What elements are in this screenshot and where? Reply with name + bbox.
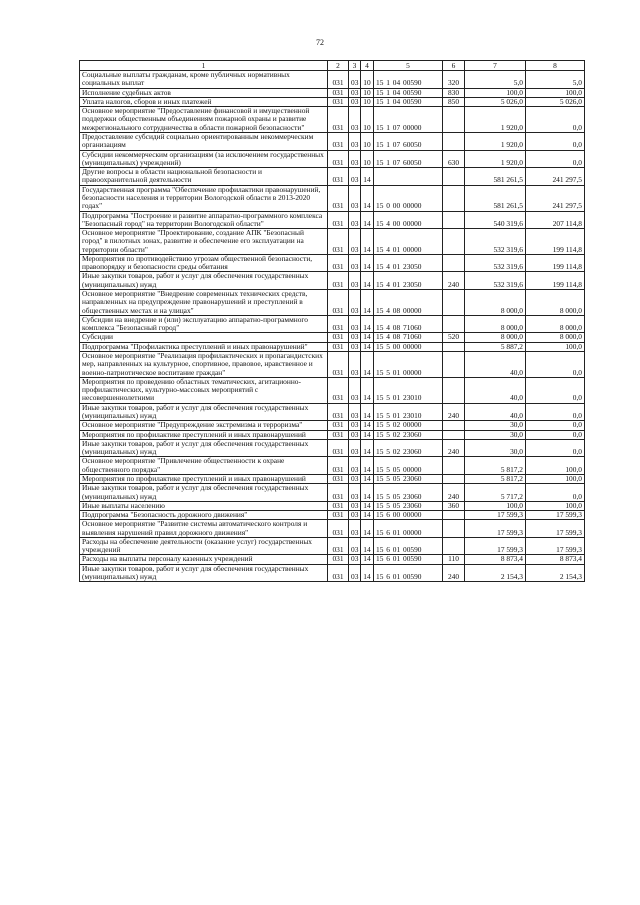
row-name-cell: Иные закупки товаров, работ и услуг для обеспечения государственных (муниципальных) нужд [80, 439, 328, 457]
subsection-code-cell: 14 [361, 439, 374, 457]
column-header: 4 [361, 61, 374, 71]
target-article-cell: 15 6 01 00590 [374, 537, 443, 555]
column-header: 5 [374, 61, 443, 71]
amount-year2-cell: 8 000,0 [526, 333, 585, 342]
expense-type-cell [443, 229, 465, 255]
section-code-cell: 03 [349, 342, 361, 351]
amount-year2-cell: 241 297,5 [526, 168, 585, 186]
row-name-cell: Иные закупки товаров, работ и услуг для обеспечения государственных (муниципальных) нужд [80, 272, 328, 290]
amount-year2-cell: 8 000,0 [526, 290, 585, 316]
subsection-code-cell: 14 [361, 484, 374, 502]
admin-code-cell: 031 [328, 185, 349, 211]
table-row [80, 315, 585, 333]
subsection-code-cell: 10 [361, 71, 374, 89]
subsection-code-cell: 14 [361, 564, 374, 582]
expense-type-cell: 110 [443, 555, 465, 564]
row-name-cell: Субсидии некоммерческим организациям (за исключением государственных (муниципальных) учреждений) [80, 150, 328, 168]
expense-type-cell [443, 185, 465, 211]
row-name-cell: Основное мероприятие "Предупреждение экстремизма и терроризма" [80, 421, 328, 430]
table-row [80, 352, 585, 378]
section-code-cell: 03 [349, 484, 361, 502]
section-code-cell: 03 [349, 97, 361, 106]
amount-year2-cell: 0,0 [526, 484, 585, 502]
column-header: 1 [80, 61, 328, 71]
amount-year2-cell: 0,0 [526, 377, 585, 403]
amount-year1-cell: 5 026,0 [465, 97, 526, 106]
table-row [80, 342, 585, 351]
table-header-row [80, 61, 585, 71]
subsection-code-cell: 14 [361, 430, 374, 439]
table-row [80, 511, 585, 520]
admin-code-cell: 031 [328, 564, 349, 582]
amount-year2-cell: 100,0 [526, 501, 585, 510]
column-header: 2 [328, 61, 349, 71]
row-name-cell: Субсидии [80, 333, 328, 342]
target-article-cell: 15 5 05 23060 [374, 484, 443, 502]
section-code-cell: 03 [349, 352, 361, 378]
amount-year2-cell: 0,0 [526, 439, 585, 457]
row-name-cell: Исполнение судебных актов [80, 88, 328, 97]
admin-code-cell: 031 [328, 501, 349, 510]
table-row [80, 439, 585, 457]
section-code-cell: 03 [349, 537, 361, 555]
expense-type-cell [443, 457, 465, 475]
amount-year2-cell: 241 297,5 [526, 185, 585, 211]
expense-type-cell [443, 168, 465, 186]
table-row [80, 474, 585, 483]
amount-year2-cell: 17 599,3 [526, 520, 585, 538]
row-name-cell: Мероприятия по профилактике преступлений и иных правонарушений [80, 474, 328, 483]
expense-type-cell [443, 342, 465, 351]
subsection-code-cell: 14 [361, 272, 374, 290]
table-row [80, 501, 585, 510]
section-code-cell: 03 [349, 211, 361, 229]
admin-code-cell: 031 [328, 333, 349, 342]
subsection-code-cell: 14 [361, 474, 374, 483]
row-name-cell: Другие вопросы в области национальной безопасности и правоохранительной деятельности [80, 168, 328, 186]
row-name-cell: Иные выплаты населению [80, 501, 328, 510]
target-article-cell: 15 5 01 00000 [374, 352, 443, 378]
table-row [80, 97, 585, 106]
amount-year1-cell: 8 000,0 [465, 315, 526, 333]
expense-type-cell: 320 [443, 71, 465, 89]
row-name-cell: Основное мероприятие "Развитие системы автоматического контроля и выявления нарушений правил дорожного движения" [80, 520, 328, 538]
section-code-cell: 03 [349, 88, 361, 97]
amount-year1-cell: 532 319,6 [465, 229, 526, 255]
target-article-cell [374, 168, 443, 186]
expense-type-cell [443, 352, 465, 378]
expense-type-cell [443, 315, 465, 333]
admin-code-cell: 031 [328, 97, 349, 106]
expense-type-cell: 240 [443, 484, 465, 502]
amount-year1-cell: 5 717,2 [465, 484, 526, 502]
amount-year2-cell: 0,0 [526, 132, 585, 150]
amount-year1-cell: 40,0 [465, 352, 526, 378]
table-row [80, 457, 585, 475]
subsection-code-cell: 14 [361, 352, 374, 378]
table-row [80, 88, 585, 97]
subsection-code-cell: 14 [361, 555, 374, 564]
row-name-cell: Расходы на выплаты персоналу казенных учреждений [80, 555, 328, 564]
subsection-code-cell: 10 [361, 107, 374, 133]
amount-year2-cell: 199 114,8 [526, 229, 585, 255]
amount-year1-cell: 1 920,0 [465, 132, 526, 150]
target-article-cell: 15 6 01 00590 [374, 564, 443, 582]
admin-code-cell: 031 [328, 421, 349, 430]
admin-code-cell: 031 [328, 457, 349, 475]
expense-type-cell: 520 [443, 333, 465, 342]
amount-year2-cell: 199 114,8 [526, 272, 585, 290]
subsection-code-cell: 14 [361, 211, 374, 229]
row-name-cell: Уплата налогов, сборов и иных платежей [80, 97, 328, 106]
admin-code-cell: 031 [328, 254, 349, 272]
section-code-cell: 03 [349, 107, 361, 133]
admin-code-cell: 031 [328, 88, 349, 97]
admin-code-cell: 031 [328, 290, 349, 316]
target-article-cell: 15 4 01 23050 [374, 254, 443, 272]
amount-year2-cell: 17 599,3 [526, 537, 585, 555]
target-article-cell: 15 5 05 23060 [374, 474, 443, 483]
row-name-cell: Подпрограмма "Построение и развитие аппаратно-программного комплекса "Безопасный город" на территории Вологодской области" [80, 211, 328, 229]
amount-year1-cell: 17 599,3 [465, 520, 526, 538]
subsection-code-cell: 14 [361, 537, 374, 555]
section-code-cell: 03 [349, 377, 361, 403]
table-row [80, 484, 585, 502]
expense-type-cell [443, 377, 465, 403]
amount-year2-cell: 207 114,8 [526, 211, 585, 229]
amount-year1-cell: 1 920,0 [465, 107, 526, 133]
row-name-cell: Субсидии на внедрение и (или) эксплуатацию аппаратно-программного комплекса "Безопасный город" [80, 315, 328, 333]
amount-year2-cell: 0,0 [526, 107, 585, 133]
target-article-cell: 15 5 02 23060 [374, 430, 443, 439]
admin-code-cell: 031 [328, 537, 349, 555]
amount-year2-cell: 5,0 [526, 71, 585, 89]
row-name-cell: Основное мероприятие "Проектирование, создание АПК "Безопасный город" в пилотных зонах, развитие и обеспечение его эксплуатации на территории области" [80, 229, 328, 255]
expense-type-cell: 240 [443, 403, 465, 421]
row-name-cell: Мероприятия по противодействию угрозам общественной безопасности, правопорядку и безопасности среды обитания [80, 254, 328, 272]
target-article-cell: 15 5 00 00000 [374, 342, 443, 351]
row-name-cell: Иные закупки товаров, работ и услуг для обеспечения государственных (муниципальных) нужд [80, 484, 328, 502]
row-name-cell: Основное мероприятие "Внедрение современных технических средств, направленных на предупреждение правонарушений и преступлений в общественных местах и на улицах" [80, 290, 328, 316]
target-article-cell: 15 6 01 00000 [374, 520, 443, 538]
target-article-cell: 15 5 02 00000 [374, 421, 443, 430]
admin-code-cell: 031 [328, 511, 349, 520]
expense-type-cell [443, 132, 465, 150]
row-name-cell: Мероприятия по профилактике преступлений и иных правонарушений [80, 430, 328, 439]
row-name-cell: Основное мероприятие "Предоставление финансовой и имущественной поддержки общественным объединениям пожарной охраны и развитие межрегионального сотрудничества в области пожарной безопасности" [80, 107, 328, 133]
subsection-code-cell: 10 [361, 150, 374, 168]
section-code-cell: 03 [349, 457, 361, 475]
target-article-cell: 15 5 02 23060 [374, 439, 443, 457]
budget-table [79, 60, 585, 582]
section-code-cell: 03 [349, 315, 361, 333]
amount-year1-cell: 30,0 [465, 439, 526, 457]
amount-year1-cell: 17 599,3 [465, 511, 526, 520]
target-article-cell: 15 4 01 23050 [374, 272, 443, 290]
table-row [80, 168, 585, 186]
amount-year1-cell: 1 920,0 [465, 150, 526, 168]
amount-year1-cell: 5 887,2 [465, 342, 526, 351]
section-code-cell: 03 [349, 71, 361, 89]
admin-code-cell: 031 [328, 484, 349, 502]
target-article-cell: 15 5 05 23060 [374, 501, 443, 510]
table-row [80, 403, 585, 421]
section-code-cell: 03 [349, 555, 361, 564]
subsection-code-cell: 14 [361, 520, 374, 538]
subsection-code-cell: 14 [361, 501, 374, 510]
column-header: 8 [526, 61, 585, 71]
amount-year1-cell: 30,0 [465, 421, 526, 430]
amount-year1-cell: 100,0 [465, 501, 526, 510]
amount-year2-cell: 100,0 [526, 474, 585, 483]
admin-code-cell: 031 [328, 520, 349, 538]
amount-year1-cell: 5 817,2 [465, 474, 526, 483]
row-name-cell: Предоставление субсидий социально ориентированным некоммерческим организациям [80, 132, 328, 150]
expense-type-cell: 360 [443, 501, 465, 510]
expense-type-cell: 830 [443, 88, 465, 97]
section-code-cell: 03 [349, 501, 361, 510]
amount-year2-cell: 199 114,8 [526, 254, 585, 272]
admin-code-cell: 031 [328, 132, 349, 150]
row-name-cell: Подпрограмма "Профилактика преступлений и иных правонарушений" [80, 342, 328, 351]
amount-year2-cell: 0,0 [526, 430, 585, 439]
expense-type-cell [443, 421, 465, 430]
expense-type-cell: 850 [443, 97, 465, 106]
expense-type-cell: 630 [443, 150, 465, 168]
admin-code-cell: 031 [328, 352, 349, 378]
amount-year1-cell: 40,0 [465, 377, 526, 403]
target-article-cell: 15 5 05 00000 [374, 457, 443, 475]
admin-code-cell: 031 [328, 403, 349, 421]
admin-code-cell: 031 [328, 107, 349, 133]
row-name-cell: Расходы на обеспечение деятельности (оказание услуг) государственных учреждений [80, 537, 328, 555]
page-number: 72 [316, 38, 324, 47]
amount-year1-cell: 540 319,6 [465, 211, 526, 229]
expense-type-cell [443, 511, 465, 520]
target-article-cell: 15 4 01 00000 [374, 229, 443, 255]
subsection-code-cell: 10 [361, 88, 374, 97]
admin-code-cell: 031 [328, 272, 349, 290]
section-code-cell: 03 [349, 520, 361, 538]
target-article-cell: 15 5 01 23010 [374, 377, 443, 403]
amount-year1-cell: 581 261,5 [465, 185, 526, 211]
column-header: 3 [349, 61, 361, 71]
amount-year1-cell: 532 319,6 [465, 254, 526, 272]
target-article-cell: 15 4 08 71060 [374, 333, 443, 342]
section-code-cell: 03 [349, 150, 361, 168]
target-article-cell: 15 6 00 00000 [374, 511, 443, 520]
section-code-cell: 03 [349, 439, 361, 457]
section-code-cell: 03 [349, 254, 361, 272]
subsection-code-cell: 14 [361, 229, 374, 255]
subsection-code-cell: 14 [361, 290, 374, 316]
expense-type-cell [443, 254, 465, 272]
target-article-cell: 15 1 04 00590 [374, 71, 443, 89]
section-code-cell: 03 [349, 421, 361, 430]
section-code-cell: 03 [349, 168, 361, 186]
target-article-cell: 15 4 08 00000 [374, 290, 443, 316]
amount-year2-cell: 8 000,0 [526, 315, 585, 333]
target-article-cell: 15 4 00 00000 [374, 211, 443, 229]
admin-code-cell: 031 [328, 211, 349, 229]
subsection-code-cell: 10 [361, 97, 374, 106]
row-name-cell: Государственная программа "Обеспечение профилактики правонарушений, безопасности населения и территории Вологодской области в 2013-2020 годах" [80, 185, 328, 211]
admin-code-cell: 031 [328, 430, 349, 439]
amount-year1-cell: 100,0 [465, 88, 526, 97]
section-code-cell: 03 [349, 290, 361, 316]
admin-code-cell: 031 [328, 555, 349, 564]
table-row [80, 377, 585, 403]
section-code-cell: 03 [349, 185, 361, 211]
amount-year2-cell: 0,0 [526, 150, 585, 168]
table-row [80, 421, 585, 430]
amount-year2-cell: 100,0 [526, 88, 585, 97]
amount-year1-cell: 532 319,6 [465, 272, 526, 290]
table-row [80, 132, 585, 150]
target-article-cell: 15 1 07 60050 [374, 150, 443, 168]
expense-type-cell [443, 211, 465, 229]
row-name-cell: Иные закупки товаров, работ и услуг для обеспечения государственных (муниципальных) нужд [80, 403, 328, 421]
section-code-cell: 03 [349, 132, 361, 150]
section-code-cell: 03 [349, 511, 361, 520]
admin-code-cell: 031 [328, 150, 349, 168]
table-row [80, 185, 585, 211]
amount-year2-cell: 0,0 [526, 421, 585, 430]
subsection-code-cell: 14 [361, 457, 374, 475]
table-row [80, 430, 585, 439]
expense-type-cell [443, 290, 465, 316]
admin-code-cell: 031 [328, 474, 349, 483]
amount-year1-cell: 5,0 [465, 71, 526, 89]
row-name-cell: Социальные выплаты гражданам, кроме публичных нормативных социальных выплат [80, 71, 328, 89]
admin-code-cell: 031 [328, 342, 349, 351]
table-row [80, 107, 585, 133]
subsection-code-cell: 14 [361, 168, 374, 186]
subsection-code-cell: 14 [361, 403, 374, 421]
target-article-cell: 15 1 07 00000 [374, 107, 443, 133]
table-row [80, 229, 585, 255]
admin-code-cell: 031 [328, 168, 349, 186]
admin-code-cell: 031 [328, 315, 349, 333]
amount-year1-cell: 5 817,2 [465, 457, 526, 475]
amount-year2-cell: 2 154,3 [526, 564, 585, 582]
row-name-cell: Основное мероприятие "Привлечение общественности к охране общественного порядка" [80, 457, 328, 475]
row-name-cell: Основное мероприятие "Реализация профилактических и пропагандистских мер, направленных на культурное, спортивное, правовое, нравственное и военно-патриотическое воспитание граждан" [80, 352, 328, 378]
table-body [80, 71, 585, 582]
expense-type-cell [443, 474, 465, 483]
subsection-code-cell: 14 [361, 342, 374, 351]
subsection-code-cell: 14 [361, 421, 374, 430]
admin-code-cell: 031 [328, 229, 349, 255]
amount-year2-cell: 17 599,3 [526, 511, 585, 520]
target-article-cell: 15 0 00 00000 [374, 185, 443, 211]
table-row [80, 211, 585, 229]
admin-code-cell: 031 [328, 377, 349, 403]
table-row [80, 71, 585, 89]
expense-type-cell: 240 [443, 272, 465, 290]
expense-type-cell: 240 [443, 439, 465, 457]
expense-type-cell [443, 537, 465, 555]
amount-year1-cell: 8 000,0 [465, 290, 526, 316]
subsection-code-cell: 14 [361, 315, 374, 333]
expense-type-cell [443, 107, 465, 133]
amount-year1-cell: 8 000,0 [465, 333, 526, 342]
section-code-cell: 03 [349, 333, 361, 342]
table-row [80, 564, 585, 582]
admin-code-cell: 031 [328, 439, 349, 457]
row-name-cell: Подпрограмма "Безопасность дорожного движения" [80, 511, 328, 520]
target-article-cell: 15 6 01 00590 [374, 555, 443, 564]
amount-year2-cell: 100,0 [526, 457, 585, 475]
row-name-cell: Мероприятия по проведению областных тематических, агитационно-профилактических, культурно-массовых мероприятий с несовершеннолетними [80, 377, 328, 403]
table-row [80, 333, 585, 342]
target-article-cell: 15 5 01 23010 [374, 403, 443, 421]
target-article-cell: 15 1 07 60050 [374, 132, 443, 150]
amount-year2-cell: 5 026,0 [526, 97, 585, 106]
section-code-cell: 03 [349, 430, 361, 439]
amount-year1-cell: 40,0 [465, 403, 526, 421]
target-article-cell: 15 1 04 00590 [374, 88, 443, 97]
table-row [80, 150, 585, 168]
expense-type-cell [443, 520, 465, 538]
section-code-cell: 03 [349, 564, 361, 582]
amount-year2-cell: 8 873,4 [526, 555, 585, 564]
section-code-cell: 03 [349, 272, 361, 290]
amount-year2-cell: 0,0 [526, 403, 585, 421]
column-header: 6 [443, 61, 465, 71]
target-article-cell: 15 4 08 71060 [374, 315, 443, 333]
subsection-code-cell: 14 [361, 254, 374, 272]
table-row [80, 254, 585, 272]
amount-year2-cell: 100,0 [526, 342, 585, 351]
amount-year1-cell: 30,0 [465, 430, 526, 439]
table-row [80, 555, 585, 564]
amount-year1-cell: 17 599,3 [465, 537, 526, 555]
row-name-cell: Иные закупки товаров, работ и услуг для обеспечения государственных (муниципальных) нужд [80, 564, 328, 582]
subsection-code-cell: 14 [361, 185, 374, 211]
section-code-cell: 03 [349, 403, 361, 421]
table-row [80, 520, 585, 538]
column-header: 7 [465, 61, 526, 71]
table-row [80, 290, 585, 316]
subsection-code-cell: 14 [361, 333, 374, 342]
section-code-cell: 03 [349, 474, 361, 483]
expense-type-cell [443, 430, 465, 439]
table-row [80, 272, 585, 290]
amount-year1-cell: 8 873,4 [465, 555, 526, 564]
subsection-code-cell: 14 [361, 511, 374, 520]
subsection-code-cell: 14 [361, 377, 374, 403]
target-article-cell: 15 1 04 00590 [374, 97, 443, 106]
subsection-code-cell: 10 [361, 132, 374, 150]
expense-type-cell: 240 [443, 564, 465, 582]
table-row [80, 537, 585, 555]
amount-year1-cell: 2 154,3 [465, 564, 526, 582]
amount-year2-cell: 0,0 [526, 352, 585, 378]
section-code-cell: 03 [349, 229, 361, 255]
amount-year1-cell: 581 261,5 [465, 168, 526, 186]
admin-code-cell: 031 [328, 71, 349, 89]
